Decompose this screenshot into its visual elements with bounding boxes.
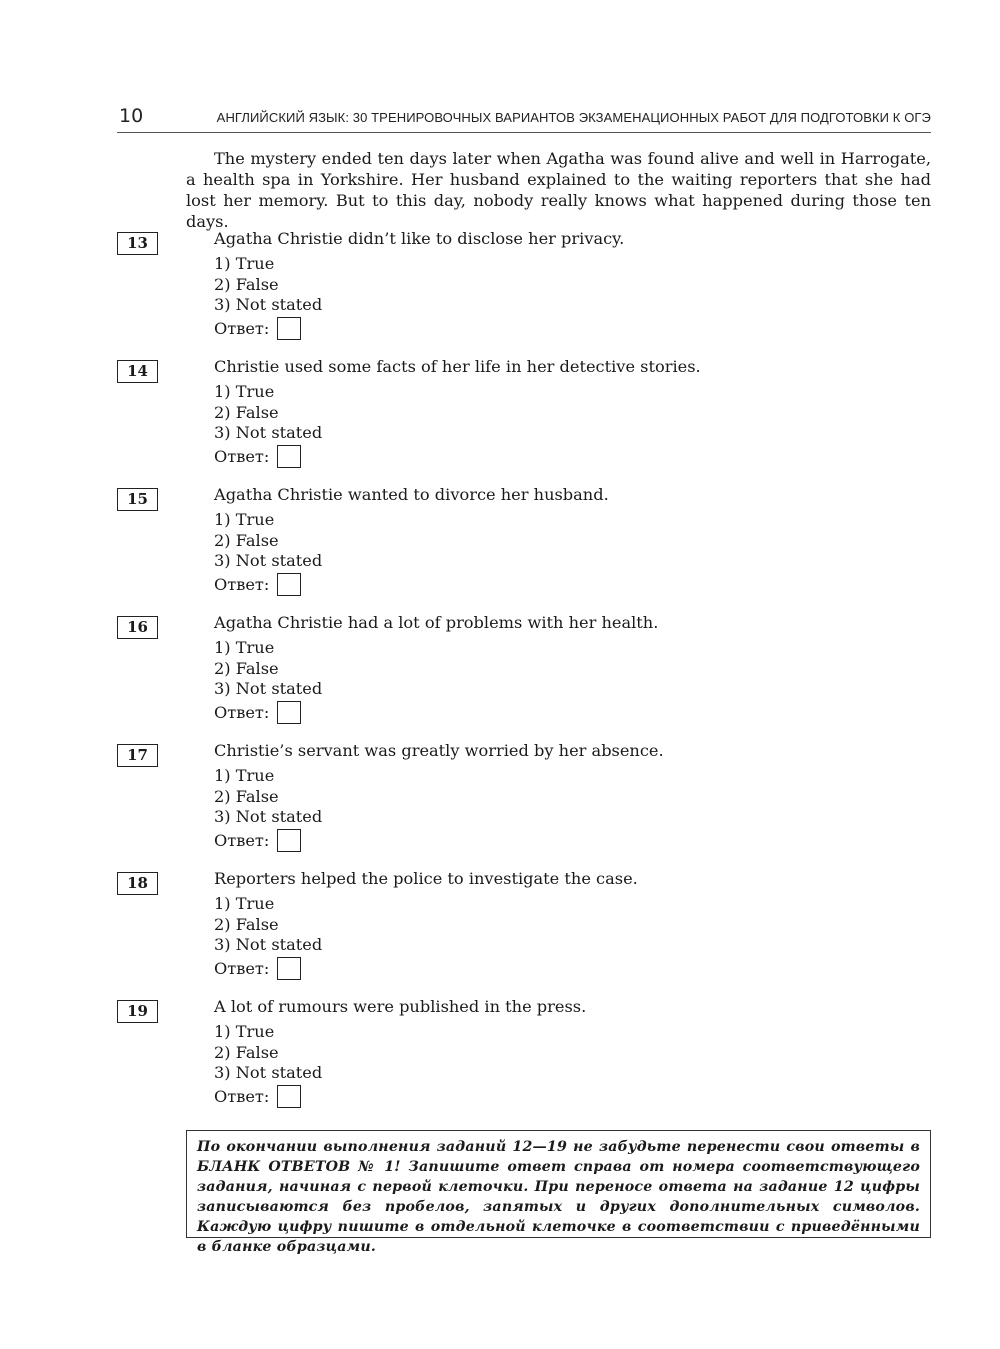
answer-label: Ответ: [214,831,270,850]
option-false: 2) False [214,658,279,678]
option-not-stated: 3) Not stated [214,679,323,698]
answer-box[interactable] [277,1085,301,1108]
instruction-note-text: По окончании выполнения заданий 12—19 не забудьте перенести свои ответы в БЛАНК ОТВЕТОВ № 1! Запишите ответ справа от номера соответствующего задания, начиная с первой клеточки. При переносе ответа на задание 12 цифры записываются без пробелов, запятых и других дополнительных символов. Каждую цифру пишите в отдельной клеточке в соответствии с приведёнными в бланке образцами. [197,1139,920,1255]
option-not-stated: 3) Not stated [214,807,323,826]
task-14 [117,357,931,477]
task-number: 13 [117,232,158,255]
task-19 [117,997,931,1117]
answer-label: Ответ: [214,447,270,466]
task-16 [117,613,931,733]
task-number: 15 [117,488,158,511]
option-false: 2) False [214,914,279,934]
intro-text: The mystery ended ten days later when Agatha was found alive and well in Harrogate, a health spa in Yorkshire. Her husband explained to the waiting reporters that she had lost her memory. But to this day, nobody really knows what happened during those ten days. [186,149,931,231]
answer-box[interactable] [277,957,301,980]
option-true: 1) True [214,894,275,913]
option-false: 2) False [214,1042,279,1062]
option-list [214,894,322,956]
option-true: 1) True [214,510,275,529]
task-number: 19 [117,1000,158,1023]
option-false: 2) False [214,402,279,422]
option-not-stated: 3) Not stated [214,295,323,314]
answer-label: Ответ: [214,703,270,722]
answer-box[interactable] [277,701,301,724]
task-statement: A lot of rumours were published in the press. [214,997,587,1016]
task-15 [117,485,931,605]
option-not-stated: 3) Not stated [214,935,323,954]
option-false: 2) False [214,274,279,294]
instruction-note-box [186,1130,931,1255]
task-statement: Agatha Christie had a lot of problems with her health. [214,613,659,632]
answer-box[interactable] [277,829,301,852]
option-true: 1) True [214,766,275,785]
task-statement: Christie’s servant was greatly worried by her absence. [214,741,664,760]
task-number: 16 [117,616,158,639]
task-statement: Christie used some facts of her life in her detective stories. [214,357,701,376]
option-true: 1) True [214,638,275,657]
answer-box[interactable] [277,573,301,596]
option-list [214,638,322,700]
task-13 [117,229,931,349]
answer-label: Ответ: [214,575,270,594]
option-not-stated: 3) Not stated [214,551,323,570]
option-true: 1) True [214,382,275,401]
task-number: 17 [117,744,158,767]
task-17 [117,741,931,861]
answer-box[interactable] [277,445,301,468]
option-true: 1) True [214,254,275,273]
option-list [214,254,322,316]
answer-label: Ответ: [214,1087,270,1106]
task-18 [117,869,931,989]
task-statement: Agatha Christie wanted to divorce her husband. [214,485,609,504]
option-not-stated: 3) Not stated [214,1063,323,1082]
intro-paragraph [186,148,931,232]
task-number: 14 [117,360,158,383]
answer-box[interactable] [277,317,301,340]
task-statement: Reporters helped the police to investigate the case. [214,869,638,888]
page-header [117,104,931,133]
option-false: 2) False [214,530,279,550]
task-statement: Agatha Christie didn’t like to disclose her privacy. [214,229,625,248]
option-true: 1) True [214,1022,275,1041]
option-list [214,766,322,828]
book-title: АНГЛИЙСКИЙ ЯЗЫК: 30 ТРЕНИРОВОЧНЫХ ВАРИАНТОВ ЭКЗАМЕНАЦИОННЫХ РАБОТ ДЛЯ ПОДГОТОВКИ К ОГЭ [216,110,931,125]
option-not-stated: 3) Not stated [214,423,323,442]
option-list [214,510,322,572]
answer-label: Ответ: [214,959,270,978]
page-number: 10 [119,105,144,127]
task-number: 18 [117,872,158,895]
answer-label: Ответ: [214,319,270,338]
option-false: 2) False [214,786,279,806]
option-list [214,1022,322,1084]
option-list [214,382,322,444]
